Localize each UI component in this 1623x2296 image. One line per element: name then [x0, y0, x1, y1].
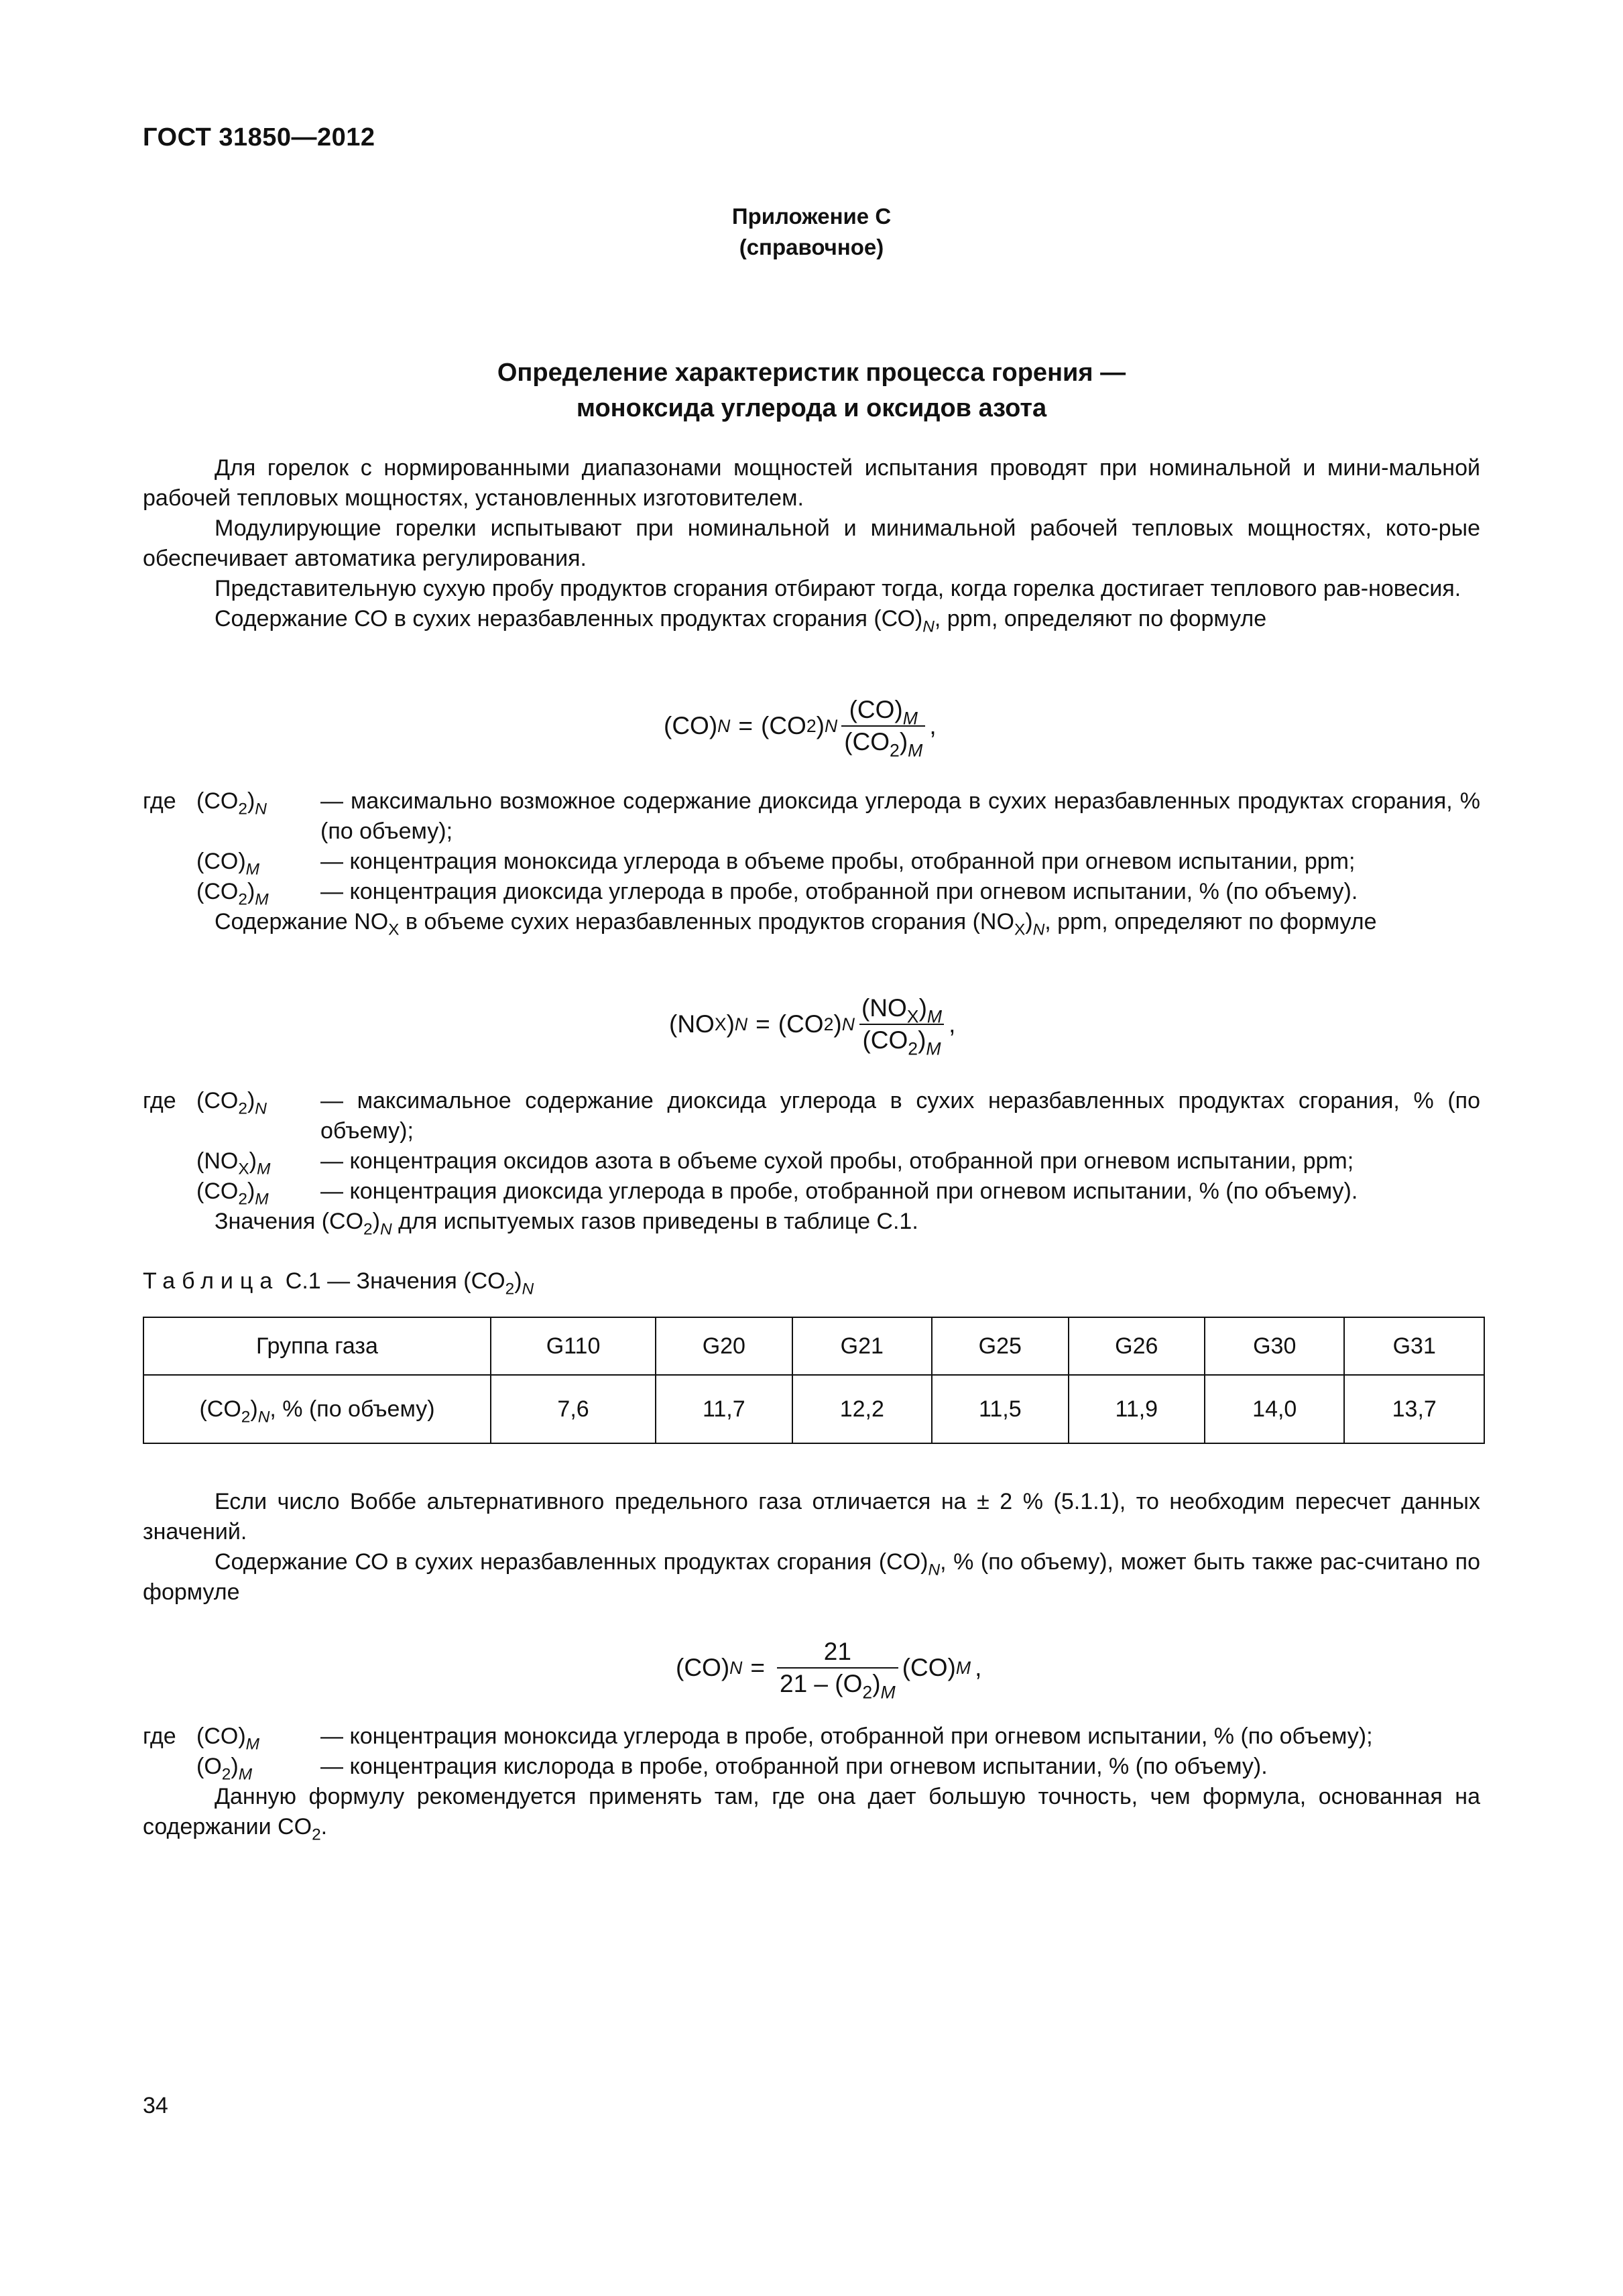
- definition-row: $(O_2)_M$ — концентрация кислорода в пробе, отобранной при огневом испытании, % (по объему).: [196, 1754, 1268, 1784]
- table-header-cell: Группа газа: [143, 1317, 491, 1375]
- paragraph-nox-intro: Содержание $NO_X$ в объеме сухих неразбавленных продуктов сгорания $(NO_X)_N$, ppm, определяют по формуле: [215, 909, 1377, 939]
- document-code: ГОСТ 31850—2012: [143, 123, 375, 152]
- table-header-cell: G30: [1205, 1317, 1344, 1375]
- table-cell: 14,0: [1205, 1375, 1344, 1443]
- paragraph: Содержание СО в сухих неразбавленных продуктах сгорания $(СО)_N$, ppm, определяют по формуле: [215, 606, 1267, 636]
- formula-co: (CO) N = (CO 2 ) N $\frac{(CO)_M}{(CO_2)_M}$ ,: [664, 696, 937, 761]
- table-cell: 13,7: [1344, 1375, 1484, 1443]
- table-cell: 11,7: [656, 1375, 792, 1443]
- paragraph: Если число Воббе альтернативного предельного газа отличается на ± 2 % (5.1.1), то необходим пересчет данных значений.: [143, 1489, 1480, 1545]
- table-row-label: $(CO_2)_N$, % (по объему): [143, 1375, 491, 1443]
- intro-paragraphs: [143, 453, 1480, 634]
- table-header-row: [143, 1317, 1484, 1375]
- section-title: [143, 355, 1480, 426]
- definition-row: $(CO)_M$ — концентрация моноксида углерода в объеме пробы, отобранной при огневом испытании, ppm;: [196, 849, 1356, 879]
- definitions-formula-co: [143, 786, 1480, 907]
- page-number: 34: [143, 2093, 168, 2118]
- table-header-cell: G26: [1069, 1317, 1205, 1375]
- table-cell: 7,6: [491, 1375, 656, 1443]
- table-cell: 12,2: [792, 1375, 932, 1443]
- appendix-heading: [143, 201, 1480, 263]
- definition-row: где $(CO_2)_N$ — максимальное содержание диоксида углерода в сухих неразбавленных продуктах сгорания, % (по объему);: [143, 1088, 1480, 1144]
- definition-row: где $(CO_2)_N$ — максимально возможное содержание диоксида углерода в сухих неразбавленных продуктах сгорания, % (по объему);: [143, 788, 1480, 844]
- table-header-cell: G110: [491, 1317, 656, 1375]
- table-header-cell: G20: [656, 1317, 792, 1375]
- paragraph: Содержание СО в сухих неразбавленных продуктах сгорания $(CO)_N$, % (по объему), может быть также рас-считано по формуле: [143, 1549, 1480, 1605]
- table-header-cell: G25: [932, 1317, 1068, 1375]
- fraction: $\frac{(NO_X)_M}{(CO_2)_M}$: [859, 995, 945, 1053]
- definition-row: где $(CO)_M$ — концентрация моноксида углерода в пробе, отобранной при огневом испытании, % (по объему);: [143, 1724, 1373, 1754]
- paragraph: Значения $(CO_2)_N$ для испытуемых газов приведены в таблице С.1.: [215, 1209, 918, 1239]
- gas-table: [143, 1317, 1485, 1444]
- table-header-cell: G31: [1344, 1317, 1484, 1375]
- table-caption: Таблица С.1 — Значения $(CO_2)_N$: [143, 1268, 534, 1298]
- formula-co-oxygen: (CO) N = $\frac{21}{21 - (O_2)_M}$ (CO) M ,: [676, 1638, 982, 1703]
- table-cell: 11,9: [1069, 1375, 1205, 1443]
- definitions-formula-oxygen: [143, 1721, 1480, 1842]
- definition-row: $(NO_X)_M$ — концентрация оксидов азота в объеме сухой пробы, отобранной при огневом испытании, ppm;: [196, 1148, 1354, 1179]
- paragraph: Представительную сухую пробу продуктов сгорания отбирают тогда, когда горелка достигает теплового рав-новесия.: [215, 576, 1461, 601]
- section-title-line2: моноксида углерода и оксидов азота: [576, 394, 1047, 422]
- appendix-title: Приложение С: [731, 204, 892, 229]
- table-row: [143, 1375, 1484, 1443]
- definitions-formula-nox: [143, 1086, 1480, 1237]
- appendix-subtitle: (справочное): [739, 235, 884, 259]
- formula-nox: (NO X ) N = (CO 2 ) N $\frac{(NO_X)_M}{(CO_2)_M}$ ,: [669, 994, 956, 1059]
- paragraph: Для горелок с нормированными диапазонами мощностей испытания проводят при номинальной и мини-мальной рабочей тепловых мощностях, установленных изготовителем.: [143, 455, 1480, 511]
- paragraph: Данную формулу рекомендуется применять там, где она дает большую точность, чем формула, основанная на содержании $CO_2$.: [143, 1784, 1480, 1844]
- fraction: $\frac{(CO)_M}{(CO_2)_M}$: [841, 697, 925, 755]
- definition-row: $(CO_2)_M$ — концентрация диоксида углерода в пробе, отобранной при огневом испытании, % (по объему).: [196, 1179, 1358, 1209]
- section-title-line1: Определение характеристик процесса горения —: [497, 359, 1126, 387]
- table-header-cell: G21: [792, 1317, 932, 1375]
- definition-row: $(CO_2)_M$ — концентрация диоксида углерода в пробе, отобранной при огневом испытании, % (по объему).: [196, 879, 1358, 909]
- fraction: $\frac{21}{21 - (O_2)_M}$: [777, 1639, 898, 1697]
- post-table-paragraphs: [143, 1487, 1480, 1608]
- table-cell: 11,5: [932, 1375, 1068, 1443]
- paragraph: Модулирующие горелки испытывают при номинальной и минимальной рабочей тепловых мощностях, кото-рые обеспечивает автоматика регулирования.: [143, 516, 1480, 571]
